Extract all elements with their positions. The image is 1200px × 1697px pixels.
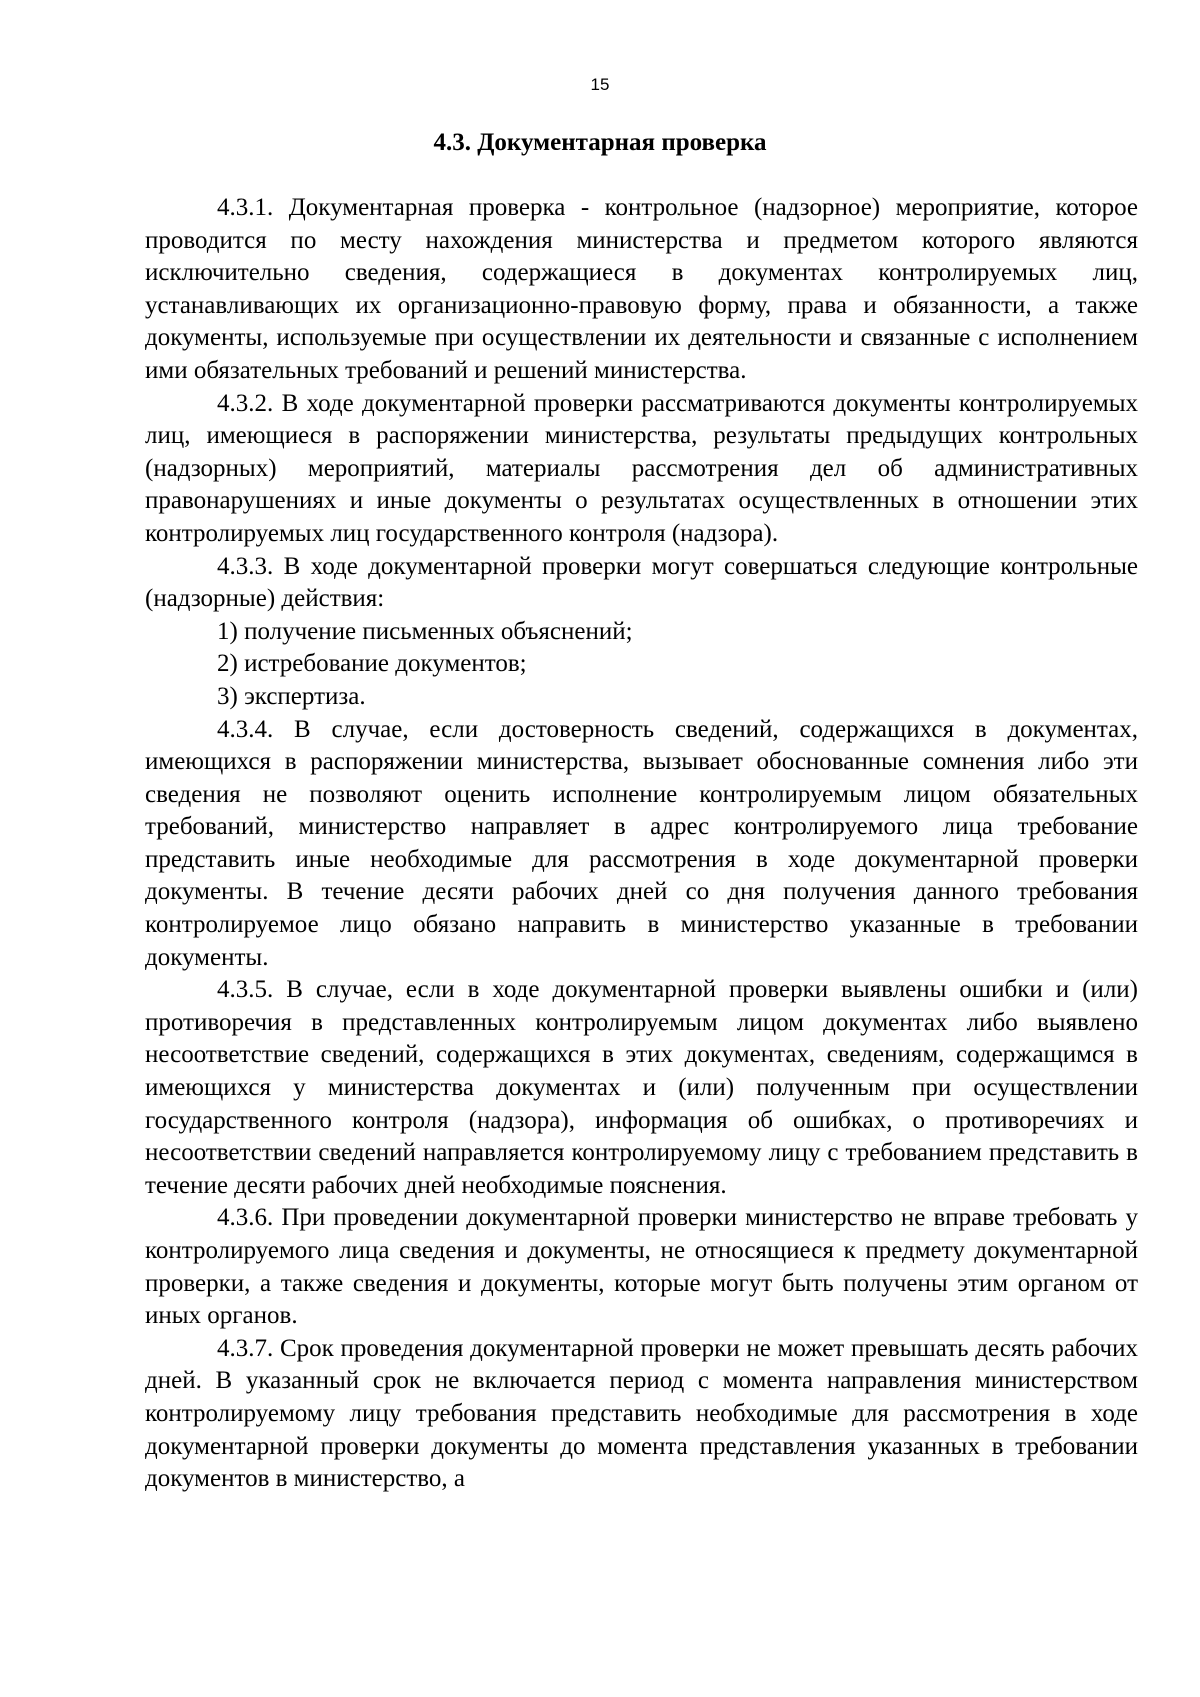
- paragraph-4-3-5: 4.3.5. В случае, если в ходе документарной проверки выявлены ошибки и (или) противоречия в представленных контролируемым лицом документах либо выявлено несоответствие сведений, содержащихся в этих документах, сведениям, содержащимся в имеющихся у министерства документах и (или) полученным при осуществлении государственного контроля (надзора), информация об ошибках, о противоречиях и несоответствии сведений направляется контролируемому лицу с требованием представить в течение десяти рабочих дней необходимые пояснения.: [145, 976, 1138, 1199]
- page-number: 15: [590, 75, 610, 94]
- paragraph-4-3-4: 4.3.4. В случае, если достоверность сведений, содержащихся в документах, имеющихся в распоряжении министерства, вызывает обоснованные сомнения либо эти сведения не позволяют оценить исполнение контролируемым лицом обязательных требований, министерство направляет в адрес контролируемого лица требование представить иные необходимые для рассмотрения в ходе документарной проверки документы. В течение десяти рабочих дней со дня получения данного требования контролируемое лицо обязано направить в министерство указанные в требовании документы.: [145, 715, 1138, 971]
- list-item-1: 1) получение письменных объяснений;: [217, 617, 633, 645]
- paragraph-4-3-1: 4.3.1. Документарная проверка - контрольное (надзорное) мероприятие, которое проводится по месту нахождения министерства и предметом которого являются исключительно сведения, содержащиеся в документах контролируемых лиц, устанавливающих их организационно-правовую форму, права и обязанности, а также документы, используемые при осуществлении их деятельности и связанные с исполнением ими обязательных требований и решений министерства.: [145, 194, 1138, 384]
- list-item-2: 2) истребование документов;: [217, 650, 527, 678]
- paragraph-4-3-2: 4.3.2. В ходе документарной проверки рассматриваются документы контролируемых лиц, имеющиеся в распоряжении министерства, результаты предыдущих контрольных (надзорных) мероприятий, материалы рассмотрения дел об административных правонарушениях и иные документы о результатах осуществленных в отношении этих контролируемых лиц государственного контроля (надзора).: [145, 389, 1138, 547]
- list-item-3: 3) экспертиза.: [217, 682, 366, 710]
- document-body: [145, 192, 1138, 1496]
- paragraph-4-3-6: 4.3.6. При проведении документарной проверки министерство не вправе требовать у контролируемого лица сведения и документы, не относящиеся к предмету документарной проверки, а также сведения и документы, которые могут быть получены этим органом от иных органов.: [145, 1204, 1138, 1330]
- section-title: 4.3. Документарная проверка: [433, 129, 767, 156]
- paragraph-4-3-3: 4.3.3. В ходе документарной проверки могут совершаться следующие контрольные (надзорные) действия:: [145, 552, 1138, 613]
- paragraph-4-3-7: 4.3.7. Срок проведения документарной проверки не может превышать десять рабочих дней. В указанный срок не включается период с момента направления министерством контролируемому лицу требования представить необходимые для рассмотрения в ходе документарной проверки документы до момента представления указанных в требовании документов в министерство, а: [145, 1334, 1138, 1493]
